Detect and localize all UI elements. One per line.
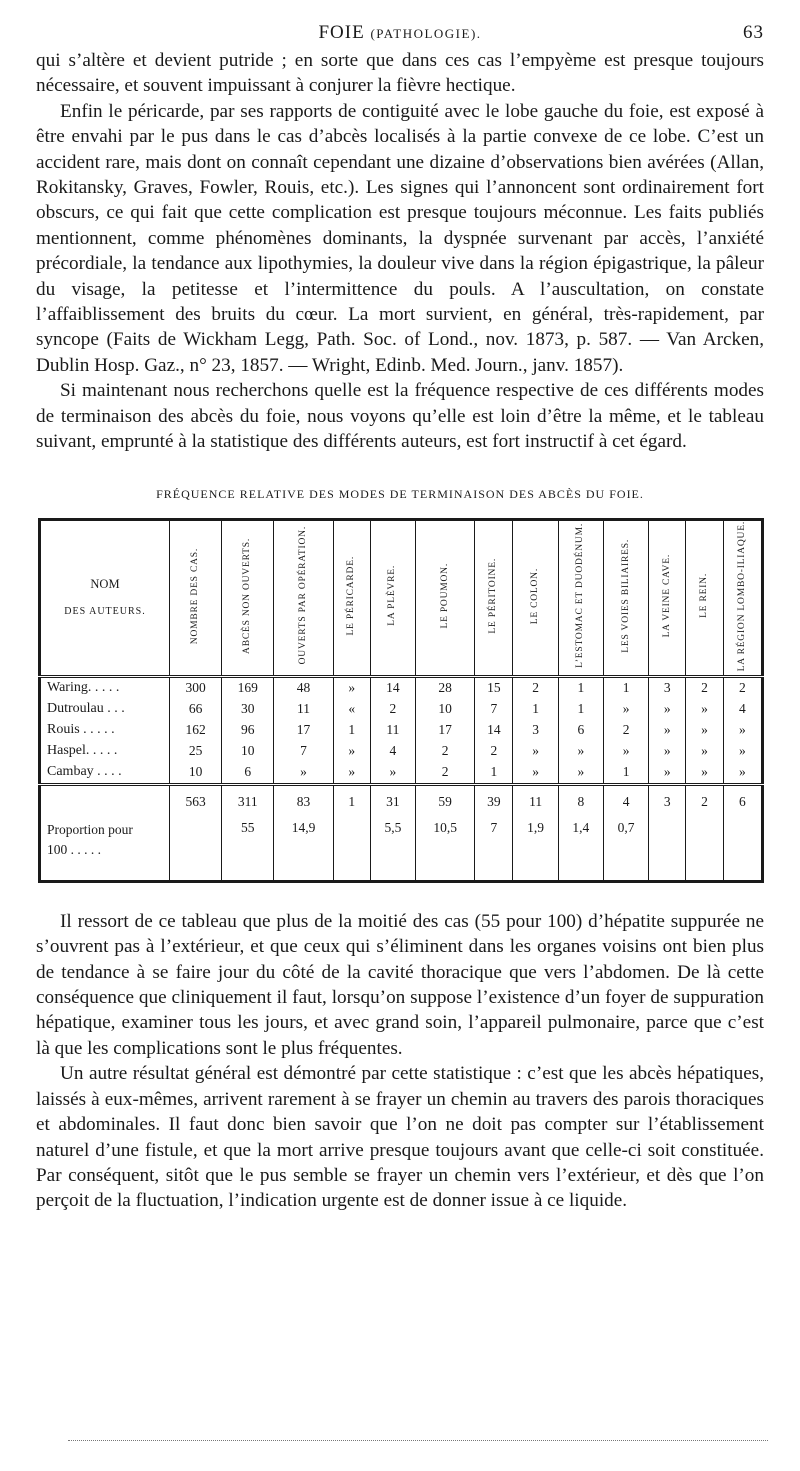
column-header-label: LE POUMON. xyxy=(439,562,450,629)
proportion-label-line1: Proportion pour xyxy=(47,821,133,837)
table-cell: 2 xyxy=(416,741,475,762)
table-row xyxy=(40,720,763,741)
author-cell: Haspel. . . . . xyxy=(40,741,170,762)
table-cell: » xyxy=(513,741,558,762)
totals-label-cell xyxy=(40,784,170,820)
table-cell: 48 xyxy=(274,676,333,699)
table-cell: » xyxy=(686,741,723,762)
proportion-cell xyxy=(170,820,222,882)
total-cell: 1 xyxy=(333,784,370,820)
table-cell: » xyxy=(274,762,333,785)
table-cell: 2 xyxy=(723,676,762,699)
paragraph-3: Si maintenant nous recherchons quelle est la fréquence respective de ces différents modes de terminaison des abcès du foie, nous voyons qu’elle est loin d’être la même, et le tableau suivant, emprunté à la statistique des différents auteurs, est fort instructif à cet égard. xyxy=(36,380,764,453)
table-cell: 300 xyxy=(170,676,222,699)
table-cell: 6 xyxy=(558,720,603,741)
table-cell: 25 xyxy=(170,741,222,762)
proportion-label-line2: 100 . . . . . xyxy=(47,841,101,857)
proportion-cell: 10,5 xyxy=(416,820,475,882)
running-header xyxy=(36,22,764,48)
table-cell: » xyxy=(723,741,762,762)
paragraph-2: Enfin le péricarde, par ses rapports de contiguité avec le lobe gauche du foie, est exposé à être envahi par le pus dans le cas d’abcès localisés à la partie convexe de ce lobe. C’est un accident rare, mais dont on connaît cependant une dizaine d’observations bien avérées (Allan, Rokitansky, Graves, Fowler, Rouis, etc.). Les signes qui l’annoncent sont ordinairement fort obscurs, ce qui fait que cette complication est presque toujours méconnue. Les faits publiés mentionnent, comme phénomènes dominants, la dyspnée survenant par accès, l’anxiété précordiale, la tendance aux lipothymies, la douleur vive dans la région épigastrique, la pâleur du visage, la petitesse et l’intermittence du pouls. A l’auscultation, on constate l’affaiblissement des bruits du cœur. La mort survient, en général, très-rapidement, par syncope (Faits de Wickham Legg, Path. Soc. of Lond., nov. 1873, p. 587. — Van Arcken, Dublin Hosp. Gaz., n° 23, 1857. — Wright, Edinb. Med. Journ., janv. 1857). xyxy=(36,100,764,376)
column-header-label: LA RÉGION LOMBO-ILIAQUE. xyxy=(736,520,747,671)
table-cell: 7 xyxy=(274,741,333,762)
proportion-cell xyxy=(333,820,370,882)
total-cell: 2 xyxy=(686,784,723,820)
table-cell: 1 xyxy=(475,762,513,785)
column-header-label: LA VEINE CAVE. xyxy=(661,553,672,638)
column-header xyxy=(274,519,333,676)
page-number: 63 xyxy=(743,22,764,43)
table-cell: 96 xyxy=(222,720,274,741)
proportion-cell: 1,4 xyxy=(558,820,603,882)
table-row xyxy=(40,762,763,785)
page xyxy=(36,22,764,1214)
table-row xyxy=(40,699,763,720)
column-header xyxy=(222,519,274,676)
table-cell: 2 xyxy=(475,741,513,762)
proportion-cell xyxy=(723,820,762,882)
table-cell: » xyxy=(649,741,686,762)
column-header xyxy=(723,519,762,676)
table-cell: » xyxy=(723,720,762,741)
table-cell: » xyxy=(649,762,686,785)
column-header-label: LA PLÈVRE. xyxy=(387,565,398,627)
table-header-row xyxy=(40,519,763,676)
table-cell: 14 xyxy=(370,676,415,699)
column-header-label: LE COLON. xyxy=(530,567,541,624)
table-cell: 28 xyxy=(416,676,475,699)
totals-row xyxy=(40,784,763,820)
column-header xyxy=(558,519,603,676)
proportion-cell: 7 xyxy=(475,820,513,882)
paragraph-4: Il ressort de ce tableau que plus de la moitié des cas (55 pour 100) d’hépatite suppurée ne s’ouvrent pas à l’extérieur, et que ceux qui s’éliminent dans les organes voisins ont bien plus de tendance à se faire jour du côté de la cavité thoracique que vers l’abdomen. De là cette conséquence que cliniquement il faut, lorsqu’on suppose l’existence d’un foyer de suppuration hépatique, examiner tous les jours, et avec grand soin, l’appareil pulmonaire, parce que c’est là que les complications sont le plus fréquentes. xyxy=(36,910,764,1059)
table-cell: » xyxy=(686,762,723,785)
running-title xyxy=(36,22,764,44)
paragraph-5: Un autre résultat général est démontré par cette statistique : c’est que les abcès hépatiques, laissés à eux-mêmes, arrivent rarement à se frayer un chemin au travers des parois thoraciques et abdominales. Il faut donc bien savoir que l’on ne doit pas compter sur l’établissement naturel d’une fistule, et que la mort arrive presque toujours avant que celle-ci soit constituée. Par conséquent, sitôt que le pus semble se frayer un chemin vers l’extérieur, et dès que l’on perçoit de la fluctuation, l’indication urgente est de donner issue à ce liquide. xyxy=(36,1063,764,1212)
table-cell: 1 xyxy=(558,699,603,720)
table-cell: » xyxy=(686,699,723,720)
table-cell: 66 xyxy=(170,699,222,720)
table-cell: » xyxy=(649,699,686,720)
column-header xyxy=(333,519,370,676)
table-cell: 14 xyxy=(475,720,513,741)
column-header xyxy=(416,519,475,676)
table-cell: » xyxy=(603,741,648,762)
table-cell: 2 xyxy=(686,676,723,699)
table-cell: 2 xyxy=(416,762,475,785)
table-cell: 162 xyxy=(170,720,222,741)
table-cell: » xyxy=(649,720,686,741)
table-caption: FRÉQUENCE RELATIVE DES MODES DE TERMINAISON DES ABCÈS DU FOIE. xyxy=(156,486,644,501)
table-cell: » xyxy=(603,699,648,720)
table-cell: 4 xyxy=(723,699,762,720)
author-cell: Dutroulau . . . xyxy=(40,699,170,720)
table-cell: 17 xyxy=(416,720,475,741)
table-cell: 2 xyxy=(603,720,648,741)
proportion-cell: 5,5 xyxy=(370,820,415,882)
table-cell: » xyxy=(370,762,415,785)
proportion-label-cell xyxy=(40,820,170,882)
table-cell: 2 xyxy=(513,676,558,699)
table-row xyxy=(40,741,763,762)
paragraph-1: qui s’altère et devient putride ; en sorte que dans ces cas l’empyème est presque toujours nécessaire, et souvent impuissant à conjurer la fièvre hectique. xyxy=(36,50,764,97)
column-header xyxy=(603,519,648,676)
column-header-label: ABCÈS NON OUVERTS. xyxy=(242,537,253,654)
table-cell: » xyxy=(333,676,370,699)
table-cell: 3 xyxy=(649,676,686,699)
proportion-cell: 55 xyxy=(222,820,274,882)
column-header-label: NOMBRE DES CAS. xyxy=(190,547,201,644)
table-cell: 15 xyxy=(475,676,513,699)
total-cell: 39 xyxy=(475,784,513,820)
table-cell: 30 xyxy=(222,699,274,720)
table-cell: 1 xyxy=(333,720,370,741)
table-cell: » xyxy=(558,741,603,762)
column-header-label: LES VOIES BILIAIRES. xyxy=(620,538,631,653)
table-cell: 4 xyxy=(370,741,415,762)
running-title-main: FOIE xyxy=(318,22,365,43)
table-cell: 169 xyxy=(222,676,274,699)
table-cell: » xyxy=(333,762,370,785)
total-cell: 6 xyxy=(723,784,762,820)
column-header xyxy=(686,519,723,676)
column-header-label: LE PÉRICARDE. xyxy=(346,555,357,636)
table-cell: 10 xyxy=(222,741,274,762)
column-header xyxy=(649,519,686,676)
table-cell: 3 xyxy=(513,720,558,741)
proportion-cell: 14,9 xyxy=(274,820,333,882)
table-row xyxy=(40,676,763,699)
author-header-line1: NOM xyxy=(90,576,120,591)
table-cell: 11 xyxy=(370,720,415,741)
running-title-sub: (PATHOLOGIE). xyxy=(370,26,482,41)
table-cell: » xyxy=(558,762,603,785)
proportion-cell: 0,7 xyxy=(603,820,648,882)
table-cell: 1 xyxy=(513,699,558,720)
column-header-label: OUVERTS PAR OPÉRATION. xyxy=(298,526,308,665)
table-cell: » xyxy=(333,741,370,762)
table-cell: 1 xyxy=(603,676,648,699)
total-cell: 563 xyxy=(170,784,222,820)
total-cell: 4 xyxy=(603,784,648,820)
column-header-label: LE PÉRITOINE. xyxy=(488,557,499,634)
table-cell: » xyxy=(513,762,558,785)
footer-rule xyxy=(68,1440,768,1441)
author-column-header xyxy=(40,519,170,676)
table-cell: 17 xyxy=(274,720,333,741)
total-cell: 311 xyxy=(222,784,274,820)
table-cell: 11 xyxy=(274,699,333,720)
table-cell: 10 xyxy=(170,762,222,785)
table-cell: 1 xyxy=(603,762,648,785)
table-cell: 6 xyxy=(222,762,274,785)
total-cell: 11 xyxy=(513,784,558,820)
column-header xyxy=(475,519,513,676)
table-cell: 10 xyxy=(416,699,475,720)
table-cell: » xyxy=(686,720,723,741)
table-cell: 2 xyxy=(370,699,415,720)
column-header-label: L’ESTOMAC ET DUODÉNUM. xyxy=(575,523,586,669)
column-header xyxy=(513,519,558,676)
table-cell: « xyxy=(333,699,370,720)
proportion-cell: 1,9 xyxy=(513,820,558,882)
total-cell: 59 xyxy=(416,784,475,820)
statistics-table xyxy=(38,518,764,883)
table-cell: 7 xyxy=(475,699,513,720)
total-cell: 8 xyxy=(558,784,603,820)
column-header xyxy=(170,519,222,676)
author-header-line2: DES AUTEURS. xyxy=(64,605,146,617)
proportion-cell xyxy=(649,820,686,882)
author-cell: Waring. . . . . xyxy=(40,676,170,699)
total-cell: 31 xyxy=(370,784,415,820)
column-header-label: LE REIN. xyxy=(699,573,710,619)
proportion-row xyxy=(40,820,763,882)
total-cell: 83 xyxy=(274,784,333,820)
proportion-cell xyxy=(686,820,723,882)
table-cell: » xyxy=(723,762,762,785)
author-cell: Cambay . . . . xyxy=(40,762,170,785)
author-cell: Rouis . . . . . xyxy=(40,720,170,741)
column-header xyxy=(370,519,415,676)
table-cell: 1 xyxy=(558,676,603,699)
total-cell: 3 xyxy=(649,784,686,820)
